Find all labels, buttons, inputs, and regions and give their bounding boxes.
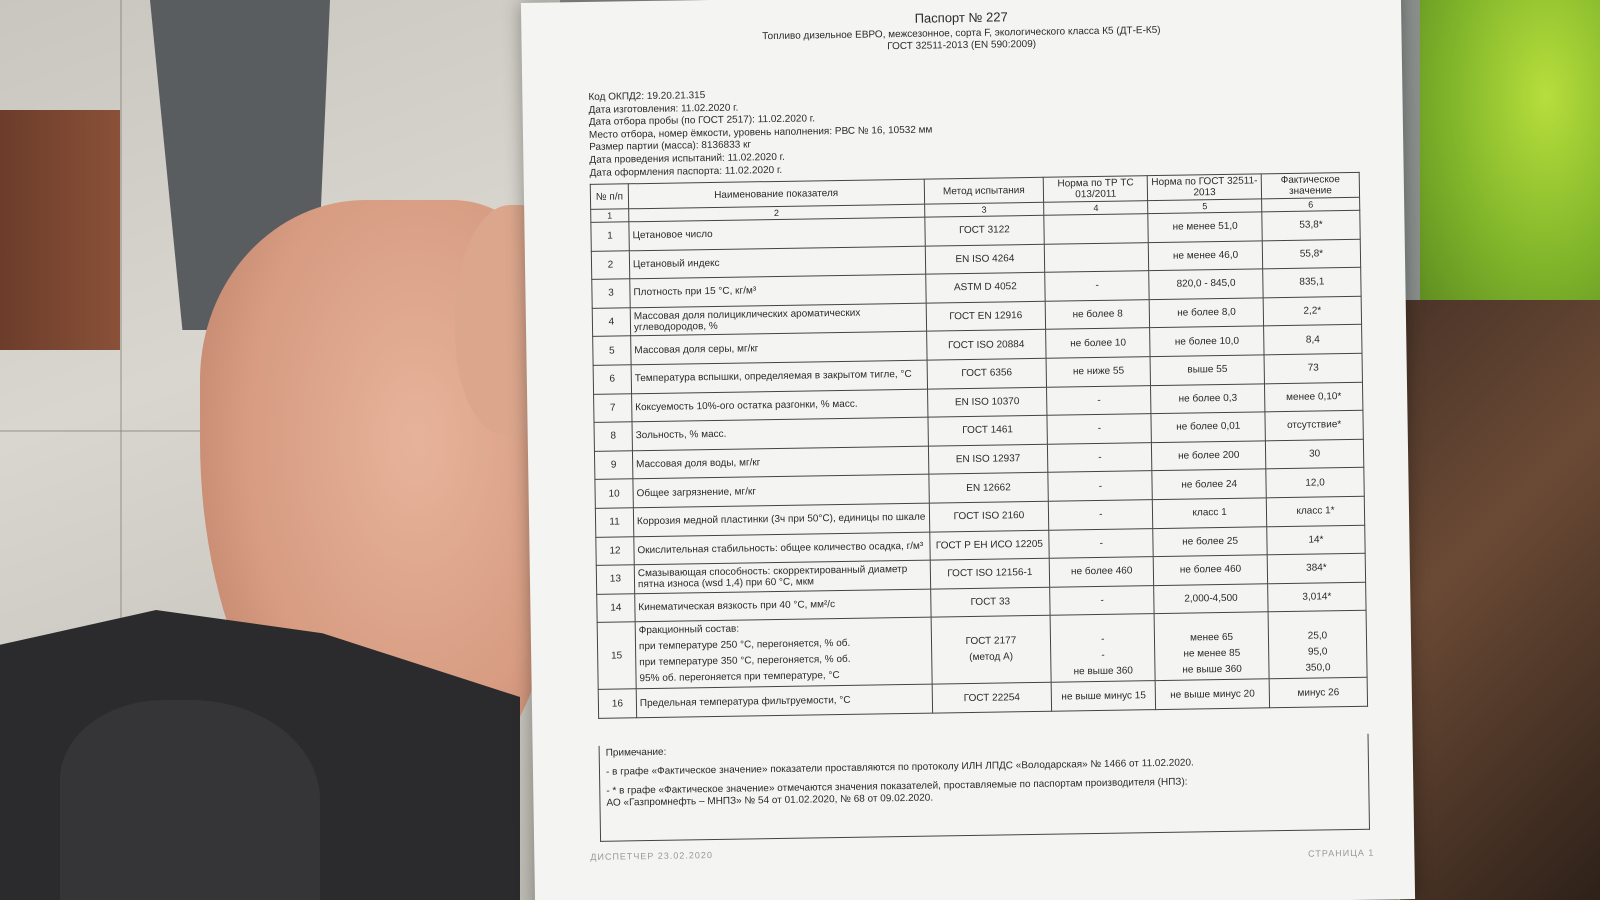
row-gost: не более 460 xyxy=(1153,555,1267,585)
row-tr-line: - xyxy=(1101,650,1105,662)
row-gost: не более 200 xyxy=(1152,441,1266,471)
row-gost: 2,000-4,500 xyxy=(1154,584,1268,614)
row-method: EN ISO 12937 xyxy=(928,444,1048,474)
row-gost: выше 55 xyxy=(1150,355,1264,385)
row-tr: - xyxy=(1048,471,1152,501)
row-name: Общее загрязнение, мг/кг xyxy=(633,474,929,507)
row-gost xyxy=(1154,612,1269,681)
row-name: Плотность при 15 °С, кг/м³ xyxy=(630,274,926,307)
column-number: 5 xyxy=(1148,199,1262,214)
header-method: Метод испытания xyxy=(924,177,1044,204)
row-name: Зольность, % масс. xyxy=(632,417,928,450)
table-row-15 xyxy=(597,611,1367,690)
column-number: 4 xyxy=(1044,201,1148,216)
row-tr xyxy=(1044,214,1148,244)
meta-line: Дата проведения испытаний: 11.02.2020 г. xyxy=(589,151,785,166)
row-name-line: 95% об. перегоняется при температуре, °С xyxy=(639,670,840,685)
note-line: - в графе «Фактическое значение» показатели проставляются по протоколу ИЛН ЛПДС «Володарская» № 1466 от 11.02.2020. xyxy=(605,757,1194,778)
row-fact: 30 xyxy=(1265,439,1363,469)
row-method: ГОСТ 22254 xyxy=(932,683,1052,713)
column-number: 6 xyxy=(1262,197,1360,212)
row-name: Кинематическая вязкость при 40 °С, мм²/с xyxy=(635,589,931,622)
meta-line: Размер партии (масса): 8136833 кг xyxy=(589,139,752,154)
document-meta xyxy=(588,84,1109,180)
row-no: 9 xyxy=(594,451,632,480)
row-tr: - xyxy=(1050,585,1154,615)
row-method: ГОСТ Р ЕН ИСО 12205 xyxy=(929,530,1049,560)
meta-line: Код ОКПД2: 19.20.21.315 xyxy=(588,90,706,103)
row-gost: не более 25 xyxy=(1153,526,1267,556)
row-fact: отсутствие* xyxy=(1265,410,1363,440)
header-fact: Фактическое значение xyxy=(1261,172,1359,199)
row-fact-line: 25,0 xyxy=(1307,630,1328,642)
row-fact: 73 xyxy=(1264,353,1362,383)
row-name-line: Фракционный состав: xyxy=(638,623,740,637)
subtitle-line: ГОСТ 32511-2013 (EN 590:2009) xyxy=(887,38,1037,53)
row-name: Массовая доля полициклических ароматических углеводородов, % xyxy=(630,303,926,336)
row-fact xyxy=(1268,611,1367,680)
row-gost: класс 1 xyxy=(1152,498,1266,528)
row-no: 5 xyxy=(593,336,631,365)
row-fact: 384* xyxy=(1267,553,1365,583)
row-no: 16 xyxy=(598,689,636,718)
row-tr xyxy=(1045,242,1149,272)
row-tr-line: - xyxy=(1100,634,1105,646)
background-green-wall xyxy=(1420,0,1600,320)
row-fact: 12,0 xyxy=(1266,468,1364,498)
row-tr: не более 10 xyxy=(1046,328,1150,358)
row-method: ГОСТ ISO 20884 xyxy=(926,330,1046,360)
row-no: 4 xyxy=(592,308,630,337)
row-method: ГОСТ 3122 xyxy=(924,215,1044,245)
row-name-line: при температуре 250 °С, перегоняется, % об. xyxy=(638,638,851,653)
row-method: ГОСТ ISO 12156-1 xyxy=(930,558,1050,588)
row-fact: минус 26 xyxy=(1269,678,1367,708)
row-gost-line: менее 65 xyxy=(1190,632,1234,644)
row-tr: - xyxy=(1049,528,1153,558)
jacket-fold xyxy=(60,700,320,900)
row-fact: менее 0,10* xyxy=(1265,382,1363,412)
row-gost: не более 0,01 xyxy=(1151,412,1265,442)
row-no: 11 xyxy=(595,508,633,537)
row-no: 15 xyxy=(597,622,636,690)
row-fact: 53,8* xyxy=(1262,210,1360,240)
row-tr: не более 8 xyxy=(1045,299,1149,329)
row-name: Окислительная стабильность: общее количество осадка, г/м³ xyxy=(634,532,930,565)
row-method-line: ГОСТ 2177 xyxy=(965,635,1017,648)
row-name: Массовая доля серы, мг/кг xyxy=(631,332,927,365)
spec-table xyxy=(590,172,1368,719)
row-gost: не более 10,0 xyxy=(1150,326,1264,356)
row-tr-line: не выше 360 xyxy=(1073,665,1134,678)
row-gost: 820,0 - 845,0 xyxy=(1149,269,1263,299)
row-fact: 3,014* xyxy=(1268,582,1366,612)
row-gost: не более 24 xyxy=(1152,469,1266,499)
row-method: ГОСТ ISO 2160 xyxy=(929,501,1049,531)
row-no: 10 xyxy=(595,479,633,508)
row-method: ГОСТ 1461 xyxy=(927,415,1047,445)
row-fact: 8,4 xyxy=(1264,325,1362,355)
header-tr: Норма по ТР ТС 013/2011 xyxy=(1044,176,1148,203)
row-gost: не выше минус 20 xyxy=(1155,679,1269,709)
row-no: 6 xyxy=(593,365,631,394)
row-no: 2 xyxy=(591,250,629,279)
row-name: Предельная температура фильтруемости, °С xyxy=(636,684,932,717)
row-gost: не более 0,3 xyxy=(1151,383,1265,413)
meta-line: Дата оформления паспорта: 11.02.2020 г. xyxy=(589,164,783,179)
background-dark-poster xyxy=(1400,300,1600,900)
row-tr: - xyxy=(1048,442,1152,472)
row-method: EN ISO 4264 xyxy=(925,244,1045,274)
row-fact: класс 1* xyxy=(1266,496,1364,526)
spec-table-body xyxy=(591,210,1368,718)
floor-tile-seam xyxy=(120,0,122,620)
row-name xyxy=(635,617,932,689)
row-no: 3 xyxy=(592,279,630,308)
background-cabinet xyxy=(0,110,120,350)
meta-line: Дата отбора пробы (по ГОСТ 2517): 11.02.2020 г. xyxy=(588,113,816,129)
row-tr xyxy=(1050,614,1155,683)
row-name-line: при температуре 350 °С, перегоняется, % об. xyxy=(639,654,851,669)
row-gost: не более 8,0 xyxy=(1149,298,1263,328)
row-method: ГОСТ 33 xyxy=(930,587,1050,617)
row-no: 1 xyxy=(591,222,629,251)
row-tr: не ниже 55 xyxy=(1046,357,1150,387)
row-name: Массовая доля воды, мг/кг xyxy=(632,446,928,479)
subtitle-line: Топливо дизельное ЕВРО, межсезонное, сорта F, экологического класса К5 (ДТ-Е-К5) xyxy=(762,24,1161,43)
row-name: Температура вспышки, определяемая в закрытом тигле, °С xyxy=(631,360,927,393)
row-tr: не выше минус 15 xyxy=(1051,681,1155,711)
row-tr: - xyxy=(1049,500,1153,530)
row-tr: - xyxy=(1047,385,1151,415)
row-method xyxy=(931,616,1052,685)
row-gost: не менее 51,0 xyxy=(1148,212,1262,242)
row-gost-line: не менее 85 xyxy=(1183,648,1241,660)
row-tr: - xyxy=(1045,271,1149,301)
row-fact: 55,8* xyxy=(1262,239,1360,269)
row-no: 12 xyxy=(596,536,634,565)
row-name: Цетановое число xyxy=(629,217,925,250)
row-fact-line: 95,0 xyxy=(1307,646,1328,658)
column-number: 3 xyxy=(924,202,1044,217)
row-method: EN 12662 xyxy=(928,473,1048,503)
notes-heading: Примечание: xyxy=(605,746,667,759)
row-no: 13 xyxy=(596,565,634,594)
row-fact: 835,1 xyxy=(1263,267,1361,297)
row-method: ГОСТ EN 12916 xyxy=(926,301,1046,331)
column-number: 2 xyxy=(629,204,925,222)
passport-document xyxy=(521,0,1415,900)
row-method: EN ISO 10370 xyxy=(927,387,1047,417)
meta-line: Дата изготовления: 11.02.2020 г. xyxy=(588,102,739,116)
row-tr: - xyxy=(1047,414,1151,444)
note-line: АО «Газпромнефть – МНПЗ» № 54 от 01.02.2020, № 68 от 09.02.2020. xyxy=(606,792,934,809)
header-no: № п/п xyxy=(590,184,628,210)
row-tr: не более 460 xyxy=(1050,557,1154,587)
row-method: ASTM D 4052 xyxy=(925,272,1045,302)
row-name: Цетановый индекс xyxy=(629,246,925,279)
header-name: Наименование показателя xyxy=(628,179,924,209)
meta-line: Место отбора, номер ёмкости, уровень наполнения: РВС № 16, 10532 мм xyxy=(588,124,933,141)
row-no: 8 xyxy=(594,422,632,451)
row-no: 7 xyxy=(594,393,632,422)
footer-left: ДИСПЕТЧЕР 23.02.2020 xyxy=(590,850,713,862)
column-number: 1 xyxy=(591,209,629,223)
header-gost: Норма по ГОСТ 32511-2013 xyxy=(1147,174,1261,201)
row-fact: 2,2* xyxy=(1263,296,1361,326)
footer-right: СТРАНИЦА 1 xyxy=(1308,847,1375,859)
row-no: 14 xyxy=(597,593,635,622)
row-name: Коксуемость 10%-ого остатка разгонки, % масс. xyxy=(632,389,928,422)
row-method: ГОСТ 6356 xyxy=(927,358,1047,388)
row-method-line: (метод А) xyxy=(969,651,1014,664)
row-name: Смазывающая способность: скорректированный диаметр пятна износа (wsd 1,4) при 60 °С, мкм xyxy=(634,560,930,593)
note-line: - * в графе «Фактическое значение» отмечаются значения показателей, проставляемые по паспортам производителя (НПЗ): xyxy=(606,776,1188,797)
row-gost: не менее 46,0 xyxy=(1148,240,1262,270)
row-name: Коррозия медной пластинки (3ч при 50°С), единицы по шкале xyxy=(633,503,929,536)
row-gost-line: не выше 360 xyxy=(1182,664,1242,676)
document-title: Паспорт № 227 xyxy=(914,9,1008,26)
notes-box xyxy=(599,734,1370,842)
row-fact: 14* xyxy=(1267,525,1365,555)
row-fact-line: 350,0 xyxy=(1305,662,1331,675)
